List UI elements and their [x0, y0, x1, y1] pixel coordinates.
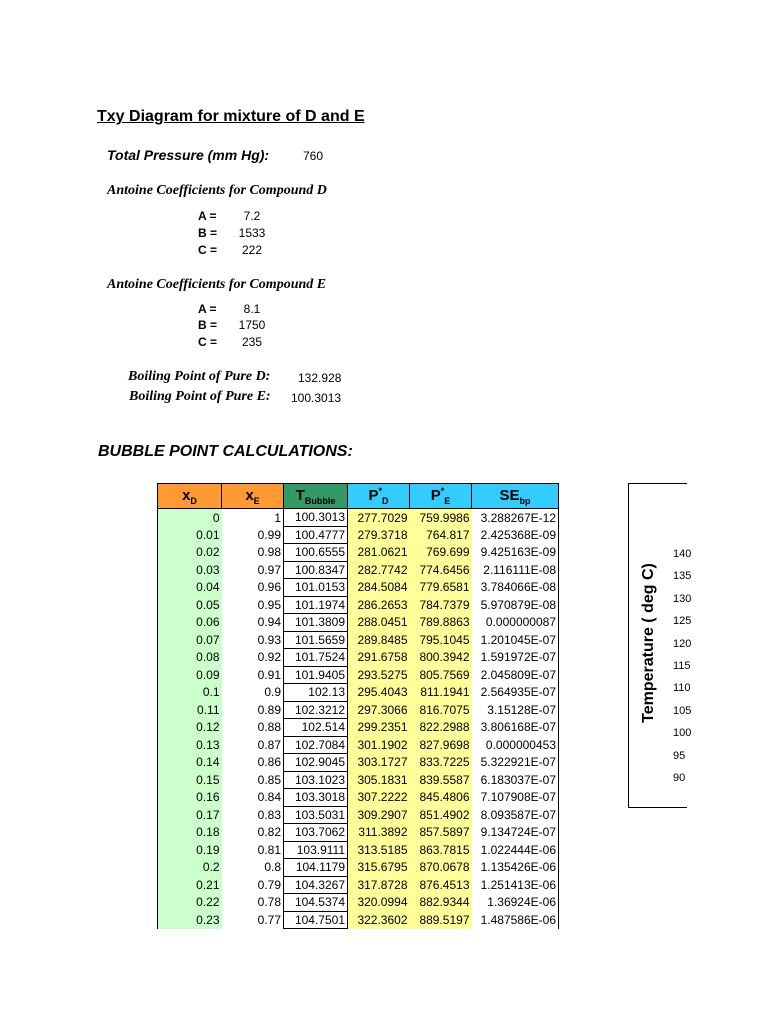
cell-xe[interactable]: 0.94 [222, 614, 284, 632]
cell-se-bp[interactable]: 3.15128E-07 [472, 701, 559, 719]
table-row [158, 754, 559, 772]
cell-xd[interactable]: 0.2 [158, 859, 222, 877]
header-xd[interactable]: $x_D$ [158, 484, 222, 509]
cell-se-bp[interactable]: 1.201045E-07 [472, 631, 559, 649]
cell-se-bp[interactable]: 5.322921E-07 [472, 754, 559, 772]
cell-xd[interactable]: 0.17 [158, 806, 222, 824]
cell-p-star-e[interactable]: 774.6456 [410, 561, 472, 579]
cell-xd[interactable]: 0.14 [158, 754, 222, 772]
cell-t-bubble[interactable]: 104.7501 [284, 911, 348, 929]
cell-xe[interactable]: 0.88 [222, 719, 284, 737]
y-tick-label: 120 [673, 637, 692, 650]
table-row [158, 806, 559, 824]
cell-p-star-e[interactable]: 827.9698 [410, 736, 472, 754]
cell-xd[interactable]: 0.11 [158, 701, 222, 719]
cell-se-bp[interactable]: 6.183037E-07 [472, 771, 559, 789]
header-p-star-d[interactable]: $P^*_D$ [348, 484, 410, 509]
table-row [158, 736, 559, 754]
cell-p-star-d[interactable]: 320.0994 [348, 894, 410, 912]
cell-xd[interactable]: 0.23 [158, 911, 222, 929]
cell-xd[interactable]: 0.22 [158, 894, 222, 912]
y-tick-label: 105 [673, 704, 692, 717]
y-tick-label: 140 [673, 548, 692, 560]
table-row [158, 509, 559, 527]
cell-t-bubble[interactable]: 104.1179 [284, 859, 348, 877]
antoine-d-b-label: B = [198, 226, 218, 240]
cell-p-star-d[interactable]: 297.3066 [348, 701, 410, 719]
header-p-star-e[interactable]: $P^*_E$ [410, 484, 472, 509]
cell-t-bubble[interactable]: 102.7084 [284, 736, 348, 754]
cell-p-star-d[interactable]: 305.1831 [348, 771, 410, 789]
cell-p-star-d[interactable]: 322.3602 [348, 911, 410, 929]
cell-p-star-d[interactable]: 286.2653 [348, 596, 410, 614]
cell-p-star-d[interactable]: 282.7742 [348, 561, 410, 579]
cell-p-star-e[interactable]: 822.2988 [410, 719, 472, 737]
cell-p-star-e[interactable]: 769.699 [410, 544, 472, 562]
y-tick-label: 115 [673, 660, 691, 672]
y-tick-label: 100 [673, 727, 692, 740]
antoine-e-c-label: C = [198, 335, 218, 349]
cell-se-bp[interactable]: 2.564935E-07 [472, 684, 559, 702]
cell-xd[interactable]: 0.21 [158, 876, 222, 894]
cell-se-bp[interactable]: 1.36924E-06 [472, 894, 559, 912]
txy-chart[interactable] [628, 483, 692, 808]
cell-p-star-e[interactable]: 805.7569 [410, 666, 472, 684]
antoine-d-b-value[interactable]: 1533 [238, 226, 266, 240]
cell-se-bp[interactable]: 1.591972E-07 [472, 649, 559, 667]
cell-se-bp[interactable]: 0.000000453 [472, 736, 559, 754]
cell-xe[interactable]: 0.92 [222, 649, 284, 667]
cell-t-bubble[interactable]: 100.4777 [284, 526, 348, 544]
cell-t-bubble[interactable]: 103.5031 [284, 806, 348, 824]
cell-se-bp[interactable]: 1.251413E-06 [472, 876, 559, 894]
cell-xd[interactable]: 0.12 [158, 719, 222, 737]
cell-se-bp[interactable]: 2.116111E-08 [472, 561, 559, 579]
cell-xe[interactable]: 0.85 [222, 771, 284, 789]
cell-se-bp[interactable]: 3.806168E-07 [472, 719, 559, 737]
cell-xe[interactable]: 0.98 [222, 544, 284, 562]
cell-p-star-d[interactable]: 299.2351 [348, 719, 410, 737]
cell-p-star-d[interactable]: 313.5185 [348, 841, 410, 859]
cell-p-star-e[interactable]: 870.0678 [410, 859, 472, 877]
cell-p-star-e[interactable]: 816.7075 [410, 701, 472, 719]
cell-xe[interactable]: 0.84 [222, 789, 284, 807]
cell-p-star-d[interactable]: 289.8485 [348, 631, 410, 649]
cell-p-star-d[interactable]: 288.0451 [348, 614, 410, 632]
antoine-e-b-value[interactable]: 1750 [238, 318, 266, 332]
cell-p-star-e[interactable]: 876.4513 [410, 876, 472, 894]
cell-xd[interactable]: 0.16 [158, 789, 222, 807]
antoine-d-c-value[interactable]: 222 [241, 243, 263, 257]
cell-xd[interactable]: 0.04 [158, 579, 222, 597]
cell-xe[interactable]: 1 [222, 509, 284, 527]
cell-xe[interactable]: 0.8 [222, 859, 284, 877]
cell-xd[interactable]: 0.07 [158, 631, 222, 649]
cell-p-star-e[interactable]: 764.817 [410, 526, 472, 544]
cell-t-bubble[interactable]: 100.8347 [284, 561, 348, 579]
cell-se-bp[interactable]: 1.487586E-06 [472, 911, 559, 929]
table-row [158, 649, 559, 667]
cell-xe[interactable]: 0.81 [222, 841, 284, 859]
cell-t-bubble[interactable]: 101.9405 [284, 666, 348, 684]
cell-t-bubble[interactable]: 103.9111 [284, 841, 348, 859]
cell-p-star-e[interactable]: 889.5197 [410, 911, 472, 929]
cell-xe[interactable]: 0.77 [222, 911, 284, 929]
cell-xe[interactable]: 0.96 [222, 579, 284, 597]
cell-xd[interactable]: 0.03 [158, 561, 222, 579]
cell-p-star-e[interactable]: 833.7225 [410, 754, 472, 772]
section-title: BUBBLE POINT CALCULATIONS: [98, 443, 353, 460]
antoine-e-a-value[interactable]: 8.1 [243, 302, 261, 316]
cell-t-bubble[interactable]: 102.3212 [284, 701, 348, 719]
table-row [158, 824, 559, 842]
cell-se-bp[interactable]: 1.022444E-06 [472, 841, 559, 859]
cell-t-bubble[interactable]: 102.9045 [284, 754, 348, 772]
cell-xe[interactable]: 0.86 [222, 754, 284, 772]
cell-t-bubble[interactable]: 102.13 [284, 684, 348, 702]
table-row [158, 596, 559, 614]
cell-p-star-e[interactable]: 800.3942 [410, 649, 472, 667]
cell-se-bp[interactable]: 9.134724E-07 [472, 824, 559, 842]
cell-p-star-e[interactable]: 857.5897 [410, 824, 472, 842]
cell-t-bubble[interactable]: 101.7524 [284, 649, 348, 667]
y-tick-label: 90 [673, 772, 686, 784]
y-tick-label: 130 [673, 592, 692, 605]
cell-p-star-e[interactable]: 795.1045 [410, 631, 472, 649]
table-row [158, 841, 559, 859]
cell-xd[interactable]: 0 [158, 509, 222, 527]
cell-p-star-e[interactable]: 845.4806 [410, 789, 472, 807]
cell-se-bp[interactable]: 0.000000087 [472, 614, 559, 632]
cell-xe[interactable]: 0.89 [222, 701, 284, 719]
cell-xd[interactable]: 0.18 [158, 824, 222, 842]
cell-p-star-e[interactable]: 789.8863 [410, 614, 472, 632]
table-row [158, 911, 559, 929]
cell-p-star-e[interactable]: 759.9986 [410, 509, 472, 527]
cell-p-star-e[interactable]: 811.1941 [410, 684, 472, 702]
antoine-d-a-label: A = [198, 209, 217, 223]
cell-t-bubble[interactable]: 101.3809 [284, 614, 348, 632]
cell-se-bp[interactable]: 1.135426E-06 [472, 859, 559, 877]
cell-se-bp[interactable]: 9.425163E-09 [472, 544, 559, 562]
cell-xe[interactable]: 0.95 [222, 596, 284, 614]
cell-xe[interactable]: 0.9 [222, 684, 284, 702]
cell-p-star-e[interactable]: 863.7815 [410, 841, 472, 859]
total-pressure-value[interactable]: 760 [303, 149, 324, 163]
y-tick-label: 110 [673, 682, 691, 695]
chart-y-axis-label: Temperature ( deg C) [640, 563, 657, 723]
table-row [158, 701, 559, 719]
cell-t-bubble[interactable]: 103.7062 [284, 824, 348, 842]
bubble-point-table [157, 483, 559, 929]
cell-xe[interactable]: 0.78 [222, 894, 284, 912]
cell-p-star-e[interactable]: 882.9344 [410, 894, 472, 912]
table-row [158, 894, 559, 912]
cell-xe[interactable]: 0.93 [222, 631, 284, 649]
antoine-e-c-value[interactable]: 235 [241, 335, 263, 349]
cell-p-star-d[interactable]: 281.0621 [348, 544, 410, 562]
boiling-point-d-label: Boiling Point of Pure D: [128, 369, 271, 384]
cell-t-bubble[interactable]: 101.1974 [284, 596, 348, 614]
table-row [158, 789, 559, 807]
cell-se-bp[interactable]: 3.288267E-12 [472, 509, 559, 527]
y-tick-label: 125 [673, 615, 692, 628]
cell-xd[interactable]: 0.08 [158, 649, 222, 667]
antoine-d-c-label: C = [198, 243, 218, 257]
cell-p-star-d[interactable]: 309.2907 [348, 806, 410, 824]
antoine-d-a-value[interactable]: 7.2 [243, 209, 261, 223]
cell-p-star-d[interactable]: 315.6795 [348, 859, 410, 877]
cell-t-bubble[interactable]: 100.6555 [284, 544, 348, 562]
cell-se-bp[interactable]: 3.784066E-08 [472, 579, 559, 597]
cell-p-star-d[interactable]: 284.5084 [348, 579, 410, 597]
cell-t-bubble[interactable]: 104.5374 [284, 894, 348, 912]
header-se-bp[interactable]: $SE_{bp}$ [472, 484, 559, 509]
table-row [158, 771, 559, 789]
cell-xd[interactable]: 0.05 [158, 596, 222, 614]
table-row [158, 684, 559, 702]
cell-p-star-d[interactable]: 303.1727 [348, 754, 410, 772]
cell-xe[interactable]: 0.82 [222, 824, 284, 842]
cell-xd[interactable]: 0.1 [158, 684, 222, 702]
cell-p-star-d[interactable]: 301.1902 [348, 736, 410, 754]
antoine-d-heading: Antoine Coefficients for Compound D [107, 183, 327, 198]
cell-xe[interactable]: 0.99 [222, 526, 284, 544]
cell-t-bubble[interactable]: 103.3018 [284, 789, 348, 807]
cell-p-star-d[interactable]: 277.7029 [348, 509, 410, 527]
cell-t-bubble[interactable]: 104.3267 [284, 876, 348, 894]
boiling-point-e-label: Boiling Point of Pure E: [129, 389, 271, 404]
antoine-e-heading: Antoine Coefficients for Compound E [107, 277, 327, 292]
table-row [158, 561, 559, 579]
cell-t-bubble[interactable]: 100.3013 [284, 509, 348, 527]
cell-se-bp[interactable]: 2.045809E-07 [472, 666, 559, 684]
cell-p-star-d[interactable]: 311.3892 [348, 824, 410, 842]
cell-xd[interactable]: 0.19 [158, 841, 222, 859]
table-row [158, 719, 559, 737]
cell-se-bp[interactable]: 8.093587E-07 [472, 806, 559, 824]
cell-xd[interactable]: 0.09 [158, 666, 222, 684]
table-row [158, 526, 559, 544]
total-pressure-label: Total Pressure (mm Hg): [107, 147, 270, 163]
cell-p-star-d[interactable]: 293.5275 [348, 666, 410, 684]
y-tick-label: 95 [673, 749, 686, 762]
cell-p-star-d[interactable]: 279.3718 [348, 526, 410, 544]
cell-t-bubble[interactable]: 101.0153 [284, 579, 348, 597]
cell-xd[interactable]: 0.02 [158, 544, 222, 562]
cell-p-star-e[interactable]: 851.4902 [410, 806, 472, 824]
antoine-e-a-label: A = [198, 302, 217, 316]
cell-t-bubble[interactable]: 103.1023 [284, 771, 348, 789]
cell-p-star-d[interactable]: 295.4043 [348, 684, 410, 702]
y-tick-label: 135 [673, 570, 692, 583]
cell-xd[interactable]: 0.01 [158, 526, 222, 544]
cell-xe[interactable]: 0.79 [222, 876, 284, 894]
cell-xd[interactable]: 0.13 [158, 736, 222, 754]
cell-p-star-d[interactable]: 307.2222 [348, 789, 410, 807]
cell-p-star-d[interactable]: 291.6758 [348, 649, 410, 667]
table-row [158, 614, 559, 632]
cell-t-bubble[interactable]: 101.5659 [284, 631, 348, 649]
cell-xe[interactable]: 0.97 [222, 561, 284, 579]
table-row [158, 859, 559, 877]
header-xe[interactable]: $x_E$ [222, 484, 284, 509]
table-row [158, 876, 559, 894]
table-row [158, 631, 559, 649]
cell-xe[interactable]: 0.87 [222, 736, 284, 754]
boiling-point-d-value[interactable]: 132.928 [298, 371, 342, 385]
cell-se-bp[interactable]: 2.425368E-09 [472, 526, 559, 544]
antoine-e-b-label: B = [198, 318, 218, 332]
cell-se-bp[interactable]: 7.107908E-07 [472, 789, 559, 807]
header-t-bubble[interactable]: $T_{Bubble}$ [284, 484, 348, 509]
cell-xd[interactable]: 0.06 [158, 614, 222, 632]
cell-se-bp[interactable]: 5.970879E-08 [472, 596, 559, 614]
cell-t-bubble[interactable]: 102.514 [284, 719, 348, 737]
table-row [158, 579, 559, 597]
cell-p-star-e[interactable]: 839.5587 [410, 771, 472, 789]
cell-p-star-e[interactable]: 779.6581 [410, 579, 472, 597]
boiling-point-e-value[interactable]: 100.3013 [291, 391, 342, 405]
cell-p-star-d[interactable]: 317.8728 [348, 876, 410, 894]
cell-p-star-e[interactable]: 784.7379 [410, 596, 472, 614]
table-row [158, 666, 559, 684]
cell-xe[interactable]: 0.83 [222, 806, 284, 824]
cell-xd[interactable]: 0.15 [158, 771, 222, 789]
cell-xe[interactable]: 0.91 [222, 666, 284, 684]
page-title: Txy Diagram for mixture of D and E [97, 108, 365, 125]
table-row [158, 544, 559, 562]
